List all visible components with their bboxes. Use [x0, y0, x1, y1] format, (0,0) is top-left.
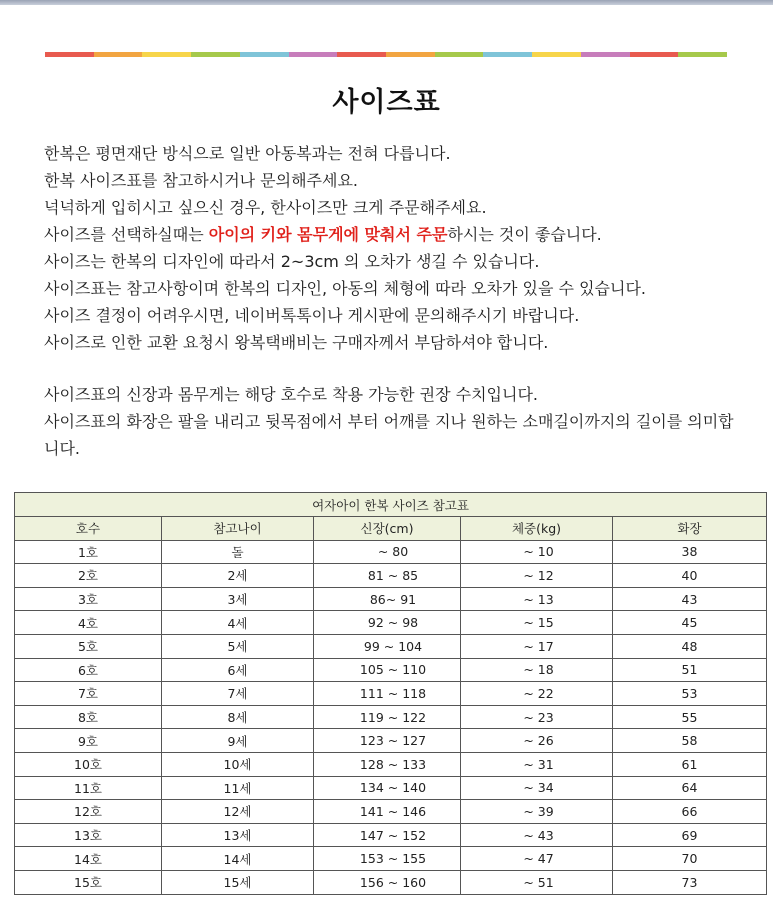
size-notes [44, 140, 744, 462]
table-row [15, 847, 767, 871]
cell-sleeve: 64 [613, 776, 767, 800]
cell-weight: ~ 34 [461, 776, 613, 800]
cell-size: 3호 [15, 587, 162, 611]
top-border [0, 0, 773, 5]
cell-size: 11호 [15, 776, 162, 800]
note-line: 사이즈 결정이 어려우시면, 네이버톡톡이나 게시판에 문의해주시기 바랍니다. [44, 306, 580, 325]
note-text: 사이즈를 선택하실때는 [44, 225, 209, 244]
note-line: 사이즈는 한복의 디자인에 따라서 2~3cm 의 오차가 생길 수 있습니다. [44, 252, 540, 271]
cell-sleeve: 40 [613, 564, 767, 588]
cell-age: 12세 [162, 800, 314, 824]
cell-sleeve: 51 [613, 658, 767, 682]
cell-weight: ~ 31 [461, 752, 613, 776]
cell-size: 15호 [15, 870, 162, 894]
cell-age: 3세 [162, 587, 314, 611]
cell-size: 5호 [15, 634, 162, 658]
column-header-height: 신장(cm) [314, 517, 461, 541]
cell-weight: ~ 22 [461, 682, 613, 706]
cell-sleeve: 58 [613, 729, 767, 753]
cell-weight: ~ 43 [461, 823, 613, 847]
cell-height: 141 ~ 146 [314, 800, 461, 824]
stripe-segment [337, 52, 386, 57]
note-line-with-highlight [44, 221, 744, 248]
cell-sleeve: 48 [613, 634, 767, 658]
cell-age: 9세 [162, 729, 314, 753]
cell-age: 8세 [162, 705, 314, 729]
cell-sleeve: 61 [613, 752, 767, 776]
cell-height: 128 ~ 133 [314, 752, 461, 776]
cell-size: 2호 [15, 564, 162, 588]
cell-size: 13호 [15, 823, 162, 847]
cell-weight: ~ 23 [461, 705, 613, 729]
cell-size: 6호 [15, 658, 162, 682]
stripe-segment [435, 52, 484, 57]
note-line: 넉넉하게 입히시고 싶으신 경우, 한사이즈만 크게 주문해주세요. [44, 198, 487, 217]
size-chart-table [14, 492, 767, 895]
cell-weight: ~ 13 [461, 587, 613, 611]
cell-size: 1호 [15, 540, 162, 564]
cell-age: 15세 [162, 870, 314, 894]
cell-weight: ~ 47 [461, 847, 613, 871]
cell-sleeve: 69 [613, 823, 767, 847]
cell-weight: ~ 39 [461, 800, 613, 824]
cell-age: 돌 [162, 540, 314, 564]
cell-weight: ~ 18 [461, 658, 613, 682]
cell-height: 111 ~ 118 [314, 682, 461, 706]
table-row [15, 658, 767, 682]
column-header-sleeve: 화장 [613, 517, 767, 541]
note-line: 한복 사이즈표를 참고하시거나 문의해주세요. [44, 171, 359, 190]
cell-height: 119 ~ 122 [314, 705, 461, 729]
cell-size: 4호 [15, 611, 162, 635]
cell-size: 9호 [15, 729, 162, 753]
cell-height: 81 ~ 85 [314, 564, 461, 588]
cell-height: 105 ~ 110 [314, 658, 461, 682]
table-row [15, 587, 767, 611]
cell-sleeve: 43 [613, 587, 767, 611]
table-row [15, 611, 767, 635]
table-row [15, 540, 767, 564]
cell-weight: ~ 26 [461, 729, 613, 753]
page-title: 사이즈표 [332, 87, 441, 118]
cell-age: 10세 [162, 752, 314, 776]
stripe-segment [532, 52, 581, 57]
cell-height: 86~ 91 [314, 587, 461, 611]
stripe-segment [240, 52, 289, 57]
cell-age: 2세 [162, 564, 314, 588]
cell-size: 10호 [15, 752, 162, 776]
cell-size: 7호 [15, 682, 162, 706]
cell-weight: ~ 17 [461, 634, 613, 658]
cell-height: 99 ~ 104 [314, 634, 461, 658]
cell-height: 123 ~ 127 [314, 729, 461, 753]
table-row [15, 682, 767, 706]
table-row [15, 870, 767, 894]
table-row [15, 752, 767, 776]
cell-height: 147 ~ 152 [314, 823, 461, 847]
cell-size: 8호 [15, 705, 162, 729]
stripe-segment [581, 52, 630, 57]
highlight-text: 아이의 키와 몸무게에 맞춰서 주문 [208, 225, 448, 244]
note-line: 사이즈로 인한 교환 요청시 왕복택배비는 구매자께서 부담하셔야 합니다. [44, 333, 549, 352]
stripe-segment [678, 52, 727, 57]
table-row [15, 564, 767, 588]
cell-height: 134 ~ 140 [314, 776, 461, 800]
column-header-age: 참고나이 [162, 517, 314, 541]
table-row [15, 823, 767, 847]
cell-age: 5세 [162, 634, 314, 658]
cell-height: ~ 80 [314, 540, 461, 564]
cell-weight: ~ 10 [461, 540, 613, 564]
stripe-segment [386, 52, 435, 57]
stripe-segment [630, 52, 679, 57]
cell-sleeve: 53 [613, 682, 767, 706]
cell-sleeve: 55 [613, 705, 767, 729]
cell-height: 92 ~ 98 [314, 611, 461, 635]
cell-weight: ~ 51 [461, 870, 613, 894]
table-row [15, 705, 767, 729]
stripe-segment [191, 52, 240, 57]
cell-age: 7세 [162, 682, 314, 706]
cell-age: 4세 [162, 611, 314, 635]
table-row [15, 776, 767, 800]
cell-sleeve: 70 [613, 847, 767, 871]
table-row [15, 634, 767, 658]
stripe-segment [94, 52, 143, 57]
cell-sleeve: 66 [613, 800, 767, 824]
table-caption: 여자아이 한복 사이즈 참고표 [15, 493, 767, 517]
cell-age: 14세 [162, 847, 314, 871]
cell-sleeve: 73 [613, 870, 767, 894]
stripe-segment [483, 52, 532, 57]
cell-sleeve: 45 [613, 611, 767, 635]
cell-age: 6세 [162, 658, 314, 682]
note-line: 사이즈표의 화장은 팔을 내리고 뒷목점에서 부터 어깨를 지나 원하는 소매길이까지의 길이를 의미합니다. [44, 412, 734, 458]
cell-height: 153 ~ 155 [314, 847, 461, 871]
cell-size: 14호 [15, 847, 162, 871]
cell-size: 12호 [15, 800, 162, 824]
stripe-segment [142, 52, 191, 57]
table-row [15, 729, 767, 753]
cell-weight: ~ 15 [461, 611, 613, 635]
decorative-color-stripe [45, 52, 727, 57]
note-line: 사이즈표는 참고사항이며 한복의 디자인, 아동의 체형에 따라 오차가 있을 수 있습니다. [44, 279, 646, 298]
table-row [15, 800, 767, 824]
note-line: 사이즈표의 신장과 몸무게는 해당 호수로 착용 가능한 권장 수치입니다. [44, 385, 538, 404]
column-header-size: 호수 [15, 517, 162, 541]
note-line: 한복은 평면재단 방식으로 일반 아동복과는 전혀 다릅니다. [44, 144, 451, 163]
cell-age: 11세 [162, 776, 314, 800]
stripe-segment [289, 52, 338, 57]
stripe-segment [45, 52, 94, 57]
note-text: 하시는 것이 좋습니다. [447, 225, 602, 244]
cell-sleeve: 38 [613, 540, 767, 564]
cell-age: 13세 [162, 823, 314, 847]
cell-height: 156 ~ 160 [314, 870, 461, 894]
column-header-weight: 체중(kg) [461, 517, 613, 541]
cell-weight: ~ 12 [461, 564, 613, 588]
